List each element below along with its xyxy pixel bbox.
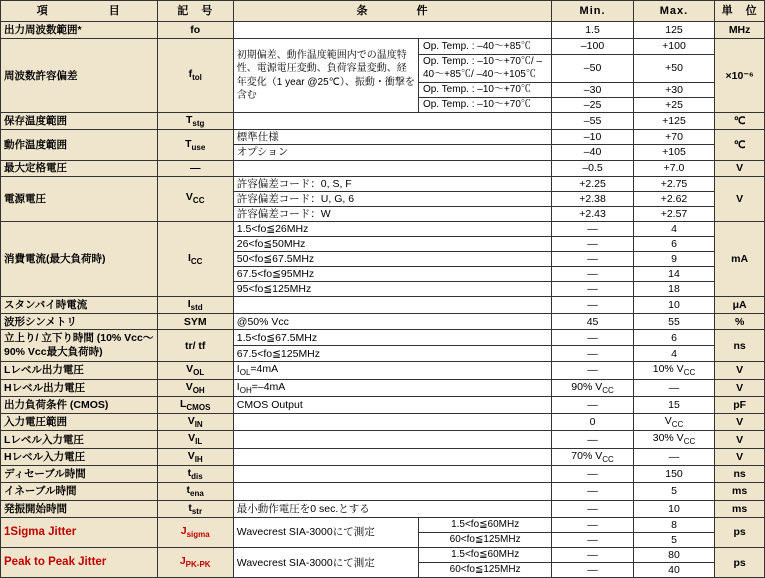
row-symbol: $I_{CC}$ xyxy=(157,221,233,296)
row-unit: ℃ xyxy=(715,113,765,130)
row-unit: ℃ xyxy=(715,130,765,160)
row-item: Hレベル入力電圧 xyxy=(1,448,158,465)
row-item: スタンバイ時電流 xyxy=(1,297,158,314)
sub-min: — xyxy=(552,547,633,562)
row-symbol: $t_{ena}$ xyxy=(157,483,233,500)
row-unit: MHz xyxy=(715,22,765,39)
table-row xyxy=(1,414,765,431)
sub-min: — xyxy=(552,236,633,251)
sub-condition-label: 1.5<fo≦60MHz xyxy=(418,547,551,562)
row-symbol: $T_{stg}$ xyxy=(157,113,233,130)
row-item: 消費電流(最大負荷時) xyxy=(1,221,158,296)
row-item: 周波数許容偏差 xyxy=(1,39,158,113)
row-unit: pF xyxy=(715,396,765,413)
table-row xyxy=(1,221,765,236)
sub-max: 6 xyxy=(633,330,714,346)
row-condition xyxy=(233,113,552,130)
row-unit: V xyxy=(715,379,765,396)
sub-min: –25 xyxy=(552,98,633,113)
row-item: イネーブル時間 xyxy=(1,483,158,500)
table-row xyxy=(1,130,765,145)
sub-condition-label: 95<fo≦125MHz xyxy=(233,281,552,296)
sub-min: — xyxy=(552,266,633,281)
row-unit: ns xyxy=(715,466,765,483)
sub-max: 4 xyxy=(633,346,714,362)
table-row xyxy=(1,176,765,191)
row-unit: μA xyxy=(715,297,765,314)
row-max: — xyxy=(633,379,714,396)
row-item: Lレベル出力電圧 xyxy=(1,362,158,379)
row-symbol: $V_{IN}$ xyxy=(157,414,233,431)
table-row xyxy=(1,517,765,532)
header-unit: 単 位 xyxy=(715,1,765,22)
row-item: 波形シンメトリ xyxy=(1,314,158,330)
row-min: 90% $V_{CC}$ xyxy=(552,379,633,396)
row-symbol: $V_{OL}$ xyxy=(157,362,233,379)
sub-max: +25 xyxy=(633,98,714,113)
row-condition: 初期偏差、動作温度範囲内での温度特性、電源電圧変動、負荷容量変動、経年変化（1 year @25℃）、振動・衝撃を含む xyxy=(233,39,418,113)
row-item: 電源電圧 xyxy=(1,176,158,221)
row-condition xyxy=(233,414,552,431)
row-symbol: — xyxy=(157,160,233,176)
row-symbol: $J_{PK-PK}$ xyxy=(157,547,233,577)
row-max: 5 xyxy=(633,483,714,500)
row-symbol: $I_{std}$ xyxy=(157,297,233,314)
sub-max: 40 xyxy=(633,563,714,578)
row-unit: V xyxy=(715,448,765,465)
row-item: 1Sigma Jitter xyxy=(1,517,158,547)
sub-condition-label: 26<fo≦50MHz xyxy=(233,236,552,251)
table-row xyxy=(1,39,765,55)
row-symbol: $f_{tol}$ xyxy=(157,39,233,113)
sub-condition-label: 50<fo≦67.5MHz xyxy=(233,251,552,266)
row-condition: 最小動作電圧を0 sec.とする xyxy=(233,500,552,517)
table-row xyxy=(1,500,765,517)
row-condition xyxy=(233,483,552,500)
row-min: — xyxy=(552,297,633,314)
row-max: 15 xyxy=(633,396,714,413)
row-condition: Wavecrest SIA-3000にて測定 xyxy=(233,547,418,577)
sub-max: +100 xyxy=(633,39,714,55)
row-min: — xyxy=(552,500,633,517)
row-min: 45 xyxy=(552,314,633,330)
sub-min: –50 xyxy=(552,55,633,83)
row-max: +7.0 xyxy=(633,160,714,176)
row-condition xyxy=(233,22,552,39)
table-header-row xyxy=(1,1,765,22)
row-unit: ps xyxy=(715,517,765,547)
row-min: — xyxy=(552,396,633,413)
sub-condition-label: Op. Temp. : –10～+70℃ xyxy=(418,83,551,98)
sub-max: 6 xyxy=(633,236,714,251)
row-max: 10% $V_{CC}$ xyxy=(633,362,714,379)
sub-condition-label: Op. Temp. : –10～+70℃ xyxy=(418,98,551,113)
row-unit: V xyxy=(715,431,765,448)
table-row xyxy=(1,160,765,176)
row-min: — xyxy=(552,466,633,483)
row-max: — xyxy=(633,448,714,465)
sub-condition-label: Op. Temp. : –40～+85℃ xyxy=(418,39,551,55)
row-item: 発振開始時間 xyxy=(1,500,158,517)
table-row xyxy=(1,362,765,379)
sub-condition-label: 1.5<fo≦67.5MHz xyxy=(233,330,552,346)
sub-max: +2.57 xyxy=(633,206,714,221)
row-item: ディセーブル時間 xyxy=(1,466,158,483)
row-item: 最大定格電圧 xyxy=(1,160,158,176)
sub-min: –40 xyxy=(552,145,633,160)
row-condition: CMOS Output xyxy=(233,396,552,413)
row-max: 150 xyxy=(633,466,714,483)
header-item: 項 目 xyxy=(1,1,158,22)
row-condition xyxy=(233,448,552,465)
table-row xyxy=(1,379,765,396)
row-max: 30% $V_{CC}$ xyxy=(633,431,714,448)
row-condition: $I_{OH}=-4mA$ xyxy=(233,379,552,396)
row-min: –0.5 xyxy=(552,160,633,176)
sub-min: +2.25 xyxy=(552,176,633,191)
row-symbol: $t_{str}$ xyxy=(157,500,233,517)
sub-max: 5 xyxy=(633,532,714,547)
row-unit: % xyxy=(715,314,765,330)
row-unit: ×10⁻⁶ xyxy=(715,39,765,113)
sub-min: +2.43 xyxy=(552,206,633,221)
row-unit: mA xyxy=(715,221,765,296)
row-symbol: fo xyxy=(157,22,233,39)
table-row xyxy=(1,431,765,448)
row-unit: V xyxy=(715,362,765,379)
row-condition xyxy=(233,297,552,314)
sub-min: — xyxy=(552,563,633,578)
row-min: — xyxy=(552,362,633,379)
sub-max: 14 xyxy=(633,266,714,281)
sub-max: +105 xyxy=(633,145,714,160)
table-row xyxy=(1,113,765,130)
row-symbol: $J_{sigma}$ xyxy=(157,517,233,547)
sub-max: +2.75 xyxy=(633,176,714,191)
row-min: 0 xyxy=(552,414,633,431)
row-symbol: $L_{CMOS}$ xyxy=(157,396,233,413)
sub-condition-label: 1.5<fo≦26MHz xyxy=(233,221,552,236)
sub-min: –100 xyxy=(552,39,633,55)
row-unit: V xyxy=(715,160,765,176)
sub-condition-label: 許容偏差コード：W xyxy=(233,206,552,221)
table-row xyxy=(1,22,765,39)
row-item: 出力負荷条件 (CMOS) xyxy=(1,396,158,413)
row-item: 出力周波数範囲* xyxy=(1,22,158,39)
row-item: Peak to Peak Jitter xyxy=(1,547,158,577)
row-max: 125 xyxy=(633,22,714,39)
row-condition: @50% Vcc xyxy=(233,314,552,330)
table-row xyxy=(1,330,765,346)
header-min: Min. xyxy=(552,1,633,22)
row-symbol: $V_{IL}$ xyxy=(157,431,233,448)
row-symbol: tr/ tf xyxy=(157,330,233,362)
sub-min: –30 xyxy=(552,83,633,98)
sub-min: — xyxy=(552,532,633,547)
sub-condition-label: 60<fo≦125MHz xyxy=(418,532,551,547)
row-unit: V xyxy=(715,414,765,431)
row-condition xyxy=(233,160,552,176)
row-symbol: $T_{use}$ xyxy=(157,130,233,160)
sub-condition-label: 許容偏差コード：0, S, F xyxy=(233,176,552,191)
sub-condition-label: 許容偏差コード：U, G, 6 xyxy=(233,191,552,206)
sub-max: 18 xyxy=(633,281,714,296)
sub-min: — xyxy=(552,517,633,532)
row-max: 55 xyxy=(633,314,714,330)
table-row xyxy=(1,483,765,500)
sub-max: 8 xyxy=(633,517,714,532)
row-symbol: $t_{dis}$ xyxy=(157,466,233,483)
sub-condition-label: 1.5<fo≦60MHz xyxy=(418,517,551,532)
row-unit: ns xyxy=(715,330,765,362)
row-item: Lレベル入力電圧 xyxy=(1,431,158,448)
row-condition xyxy=(233,431,552,448)
row-item: 保存温度範囲 xyxy=(1,113,158,130)
sub-condition-label: Op. Temp. : –10～+70℃/ –40～+85℃/ –40～+105℃ xyxy=(418,55,551,83)
row-symbol: SYM xyxy=(157,314,233,330)
sub-condition-label: 60<fo≦125MHz xyxy=(418,563,551,578)
row-max: +125 xyxy=(633,113,714,130)
row-condition: Wavecrest SIA-3000にて測定 xyxy=(233,517,418,547)
row-min: 1.5 xyxy=(552,22,633,39)
header-condition: 条 件 xyxy=(233,1,552,22)
sub-min: — xyxy=(552,251,633,266)
row-item: 立上り/ 立下り時間 (10% Vcc～90% Vcc最大負荷時) xyxy=(1,330,158,362)
table-row xyxy=(1,396,765,413)
sub-min: — xyxy=(552,221,633,236)
sub-min: — xyxy=(552,330,633,346)
sub-max: 9 xyxy=(633,251,714,266)
sub-min: –10 xyxy=(552,130,633,145)
row-unit: V xyxy=(715,176,765,221)
row-max: $V_{CC}$ xyxy=(633,414,714,431)
table-row xyxy=(1,448,765,465)
sub-max: +30 xyxy=(633,83,714,98)
sub-max: 80 xyxy=(633,547,714,562)
row-item: 動作温度範囲 xyxy=(1,130,158,160)
sub-condition-label: オプション xyxy=(233,145,552,160)
row-unit: ms xyxy=(715,483,765,500)
row-condition xyxy=(233,466,552,483)
row-symbol: $V_{OH}$ xyxy=(157,379,233,396)
table-row xyxy=(1,314,765,330)
sub-min: — xyxy=(552,346,633,362)
sub-max: +2.62 xyxy=(633,191,714,206)
row-unit: ms xyxy=(715,500,765,517)
table-row xyxy=(1,297,765,314)
header-max: Max. xyxy=(633,1,714,22)
sub-condition-label: 67.5<fo≦125MHz xyxy=(233,346,552,362)
row-unit: ps xyxy=(715,547,765,577)
row-max: 10 xyxy=(633,297,714,314)
header-symbol: 記 号 xyxy=(157,1,233,22)
row-min: –55 xyxy=(552,113,633,130)
row-min: 70% $V_{CC}$ xyxy=(552,448,633,465)
table-row xyxy=(1,466,765,483)
row-item: 入力電圧範囲 xyxy=(1,414,158,431)
sub-condition-label: 標準仕様 xyxy=(233,130,552,145)
sub-min: — xyxy=(552,281,633,296)
row-min: — xyxy=(552,483,633,500)
sub-min: +2.38 xyxy=(552,191,633,206)
row-item: Hレベル出力電圧 xyxy=(1,379,158,396)
row-max: 10 xyxy=(633,500,714,517)
table-row xyxy=(1,547,765,562)
sub-max: 4 xyxy=(633,221,714,236)
row-condition: $I_{OL}=4mA$ xyxy=(233,362,552,379)
row-symbol: $V_{CC}$ xyxy=(157,176,233,221)
row-symbol: $V_{IH}$ xyxy=(157,448,233,465)
row-min: — xyxy=(552,431,633,448)
sub-max: +70 xyxy=(633,130,714,145)
sub-condition-label: 67.5<fo≦95MHz xyxy=(233,266,552,281)
sub-max: +50 xyxy=(633,55,714,83)
